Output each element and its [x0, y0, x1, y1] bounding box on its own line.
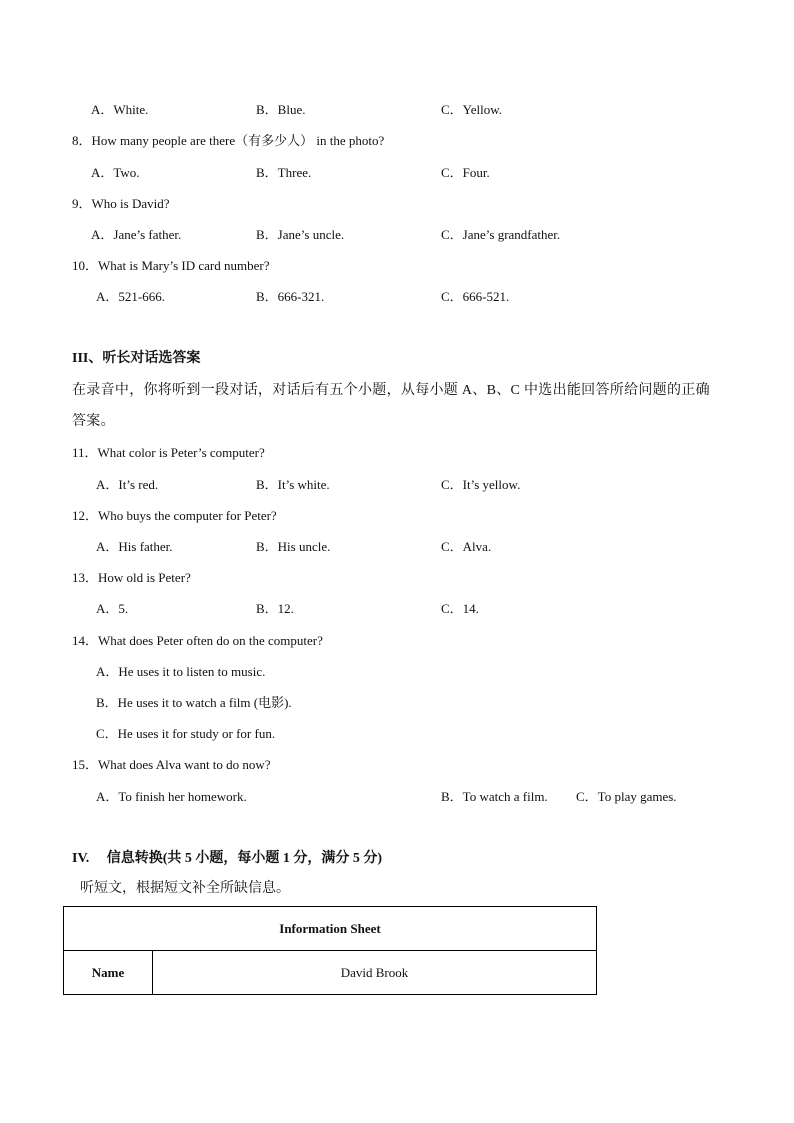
q14-option-a: A．He uses it to listen to music.: [96, 664, 266, 679]
q8-question: 8．How many people are there（有多少人） in the photo?: [72, 133, 385, 148]
q14-option-b: B．He uses it to watch a film (电影).: [96, 695, 292, 710]
section-3-title: III、听长对话选答案: [72, 351, 201, 366]
name-value-cell: David Brook: [153, 951, 597, 995]
q8-option-a: A．Two.: [91, 165, 140, 180]
q11-option-a: A．It’s red.: [96, 477, 159, 492]
q7-option-b: B．Blue.: [256, 102, 306, 117]
q12-option-b: B．His uncle.: [256, 539, 331, 554]
q15-question: 15．What does Alva want to do now?: [72, 757, 271, 772]
q8-option-c: C．Four.: [441, 165, 490, 180]
q12-option-a: A．His father.: [96, 539, 173, 554]
section-4-instruction: 听短文，根据短文补全所缺信息。: [80, 881, 290, 896]
q10-option-a: A．521-666.: [96, 289, 165, 304]
q7-option-c: C．Yellow.: [441, 102, 503, 117]
q11-option-c: C．It’s yellow.: [441, 477, 521, 492]
q11-question: 11．What color is Peter’s computer?: [72, 445, 265, 460]
q14-option-c: C．He uses it for study or for fun.: [96, 726, 276, 741]
information-sheet-header: Information Sheet: [64, 907, 597, 951]
table-row: [64, 951, 597, 995]
q10-question: 10．What is Mary’s ID card number?: [72, 258, 270, 273]
q9-option-a: A．Jane’s father.: [91, 227, 182, 242]
q9-option-b: B．Jane’s uncle.: [256, 227, 345, 242]
q7-option-a: A．White.: [91, 102, 149, 117]
q9-option-c: C．Jane’s grandfather.: [441, 227, 561, 242]
q11-option-b: B．It’s white.: [256, 477, 330, 492]
name-label-cell: Name: [64, 951, 153, 995]
information-sheet-header-row: [64, 907, 597, 951]
q12-question: 12．Who buys the computer for Peter?: [72, 508, 277, 523]
q13-question: 13．How old is Peter?: [72, 570, 191, 585]
q9-question: 9．Who is David?: [72, 196, 170, 211]
q10-option-b: B．666-321.: [256, 289, 325, 304]
q13-option-b: B．12.: [256, 601, 294, 616]
information-sheet-table: [63, 906, 597, 995]
q13-option-c: C．14.: [441, 601, 479, 616]
q14-question: 14．What does Peter often do on the computer?: [72, 633, 323, 648]
section-4-title: IV. 信息转换(共 5 小题，每小题 1 分，满分 5 分): [72, 851, 383, 866]
q13-option-a: A．5.: [96, 601, 129, 616]
q12-option-c: C．Alva.: [441, 539, 492, 554]
q10-option-c: C．666-521.: [441, 289, 510, 304]
q8-option-b: B．Three.: [256, 165, 312, 180]
section-3-instruction: 在录音中，你将听到一段对话，对话后有五个小题，从每小题 A、B、C 中选出能回答所给问题的正确答案。: [72, 383, 710, 429]
q15-option-a: A．To finish her homework.: [96, 789, 247, 804]
q15-option-b: B．To watch a film.: [441, 789, 548, 804]
q15-option-c: C．To play games.: [576, 789, 677, 804]
